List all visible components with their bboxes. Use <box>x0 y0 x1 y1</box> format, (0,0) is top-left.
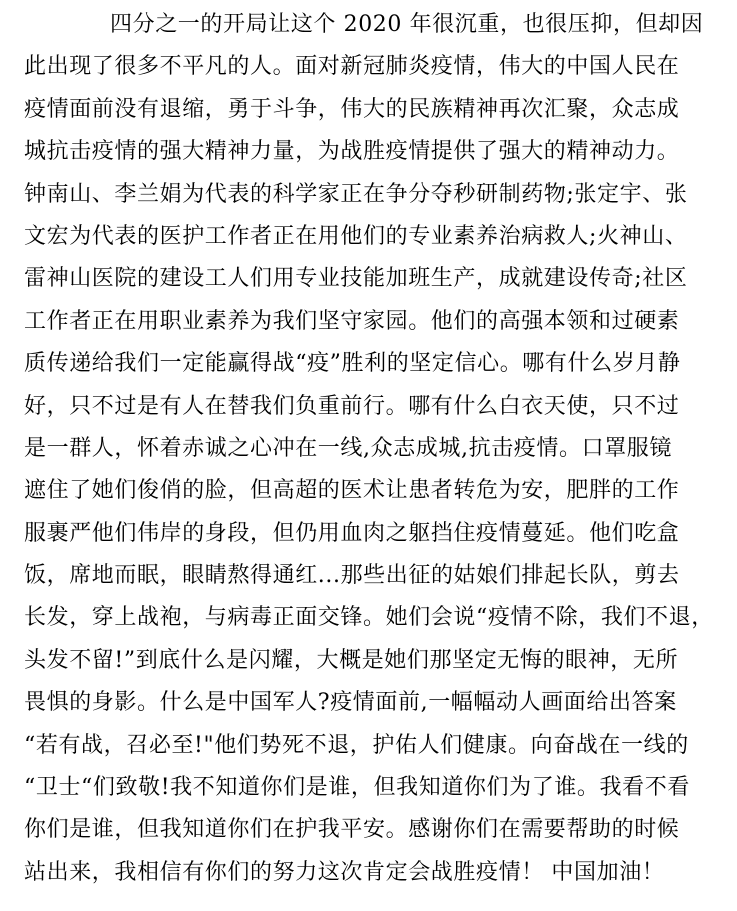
text-line: 站出来，我相信有你们的努力这次肯定会战胜疫情！ 中国加油！ <box>24 859 665 885</box>
text-line: 文宏为代表的医护工作者正在用他们的专业素养治病救人;火神山、 <box>24 223 688 249</box>
text-line: 遮住了她们俊俏的脸，但高超的医术让患者转危为安，肥胖的工作 <box>24 478 680 504</box>
text-line: 饭，席地而眠，眼睛熬得通红...那些出征的姑娘们排起长队，剪去 <box>24 563 680 589</box>
text-line: 钟南山、李兰娟为代表的科学家正在争分夺秒研制药物;张定宇、张 <box>24 181 688 207</box>
text-line: 四分之一的开局让这个 2020 年很沉重，也很压抑，但却因 <box>110 12 704 37</box>
text-line: 此出现了很多不平凡的人。面对新冠肺炎疫情，伟大的中国人民在 <box>24 54 680 80</box>
text-line: 工作者正在用职业素养为我们坚守家园。他们的高强本领和过硬素 <box>24 308 680 334</box>
text-line: 好，只不过是有人在替我们负重前行。哪有什么白衣天使，只不过 <box>24 393 680 419</box>
article-paragraph <box>24 4 724 894</box>
text-line: 是一群人，怀着赤诚之心冲在一线,众志成城,抗击疫情。口罩服镜 <box>24 435 672 461</box>
text-line: 长发，穿上战袍，与病毒正面交锋。她们会说“疫情不除，我们不退， <box>24 605 714 631</box>
text-line: 头发不留!”到底什么是闪耀，大概是她们那坚定无悔的眼神，无所 <box>24 647 679 673</box>
text-line: 雷神山医院的建设工人们用专业技能加班生产，成就建设传奇;社区 <box>24 266 688 292</box>
text-line: 城抗击疫情的强大精神力量，为战胜疫情提供了强大的精神动力。 <box>24 139 680 165</box>
text-line: 服裹严他们伟岸的身段，但仍用血肉之躯挡住疫情蔓延。他们吃盒 <box>24 520 680 546</box>
text-line: 畏惧的身影。什么是中国军人?疫情面前,一幅幅动人画面给出答案 <box>24 690 677 716</box>
text-line: 疫情面前没有退缩，勇于斗争，伟大的民族精神再次汇聚，众志成 <box>24 96 680 122</box>
text-line: 质传递给我们一定能赢得战“疫”胜利的坚定信心。哪有什么岁月静 <box>24 351 681 377</box>
text-line: 你们是谁，但我知道你们在护我平安。感谢你们在需要帮助的时候 <box>24 817 680 843</box>
text-line: “卫士“们致敬!我不知道你们是谁，但我知道你们为了谁。我看不看 <box>24 775 690 801</box>
text-line: “若有战，召必至!"他们势死不退，护佑人们健康。向奋战在一线的 <box>24 732 689 758</box>
